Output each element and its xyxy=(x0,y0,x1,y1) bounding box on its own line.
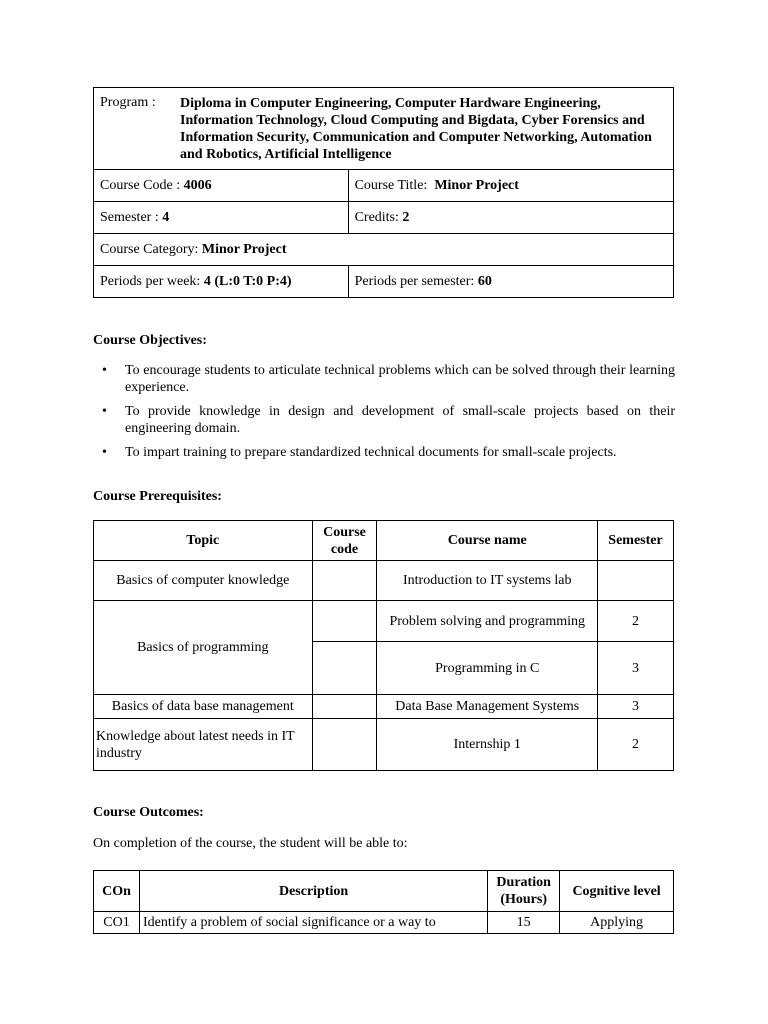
semester-cell: 2 xyxy=(598,719,674,771)
course-title-label: Course Title: xyxy=(354,177,428,193)
objectives-list xyxy=(93,362,675,468)
semester-cell: 2 xyxy=(598,601,674,642)
semester-cell xyxy=(598,561,674,601)
topic-cell: Knowledge about latest needs in IT industry xyxy=(94,719,313,771)
name-cell: Programming in C xyxy=(377,642,598,695)
prerequisites-heading: Course Prerequisites: xyxy=(93,489,222,504)
header-course-code: Course code xyxy=(312,521,377,561)
header-topic: Topic xyxy=(94,521,313,561)
header-duration: Duration (Hours) xyxy=(488,871,560,912)
credits-cell xyxy=(348,202,673,234)
course-code-value: 4006 xyxy=(183,177,212,193)
course-title-value: Minor Project xyxy=(434,177,519,193)
course-title-cell xyxy=(348,170,673,202)
code-cell xyxy=(312,719,377,771)
credits-value: 2 xyxy=(402,209,410,225)
bullet-icon: • xyxy=(102,363,107,378)
co-cell: CO1 xyxy=(94,912,140,934)
program-cell xyxy=(94,88,674,170)
list-item: • To provide knowledge in design and development of small-scale projects based on their engineering domain. xyxy=(102,404,675,436)
periods-week-cell xyxy=(94,266,349,298)
program-label: Program : xyxy=(100,95,156,110)
semester-cell: 3 xyxy=(598,695,674,719)
semester-cell: 3 xyxy=(598,642,674,695)
description-cell: Identify a problem of social significance or a way to xyxy=(139,912,487,934)
category-value: Minor Project xyxy=(201,241,287,257)
prerequisites-table xyxy=(93,520,674,771)
header-con: COn xyxy=(94,871,140,912)
name-cell: Data Base Management Systems xyxy=(377,695,598,719)
course-code-cell xyxy=(94,170,349,202)
periods-semester-label: Periods per semester: xyxy=(354,273,475,289)
duration-cell: 15 xyxy=(488,912,560,934)
table-header-row xyxy=(94,871,674,912)
category-label: Course Category: xyxy=(100,241,199,257)
code-cell xyxy=(312,601,377,642)
code-cell xyxy=(312,561,377,601)
table-row xyxy=(94,912,674,934)
table-row xyxy=(94,695,674,719)
header-semester: Semester xyxy=(598,521,674,561)
objectives-heading: Course Objectives: xyxy=(93,333,207,348)
periods-week-value: 4 (L:0 T:0 P:4) xyxy=(203,273,292,289)
topic-cell: Basics of data base management xyxy=(94,695,313,719)
course-code-label: Course Code : xyxy=(100,177,181,193)
name-cell: Introduction to IT systems lab xyxy=(377,561,598,601)
list-item: • To impart training to prepare standardized technical documents for small-scale projects. xyxy=(102,445,617,460)
semester-cell xyxy=(94,202,349,234)
outcomes-heading: Course Outcomes: xyxy=(93,805,204,820)
header-cognitive-level: Cognitive level xyxy=(560,871,674,912)
outcomes-intro: On completion of the course, the student will be able to: xyxy=(93,836,408,851)
credits-label: Credits: xyxy=(354,209,399,225)
periods-semester-value: 60 xyxy=(477,273,492,289)
bullet-icon: • xyxy=(102,445,107,460)
header-course-name: Course name xyxy=(377,521,598,561)
name-cell: Internship 1 xyxy=(377,719,598,771)
program-value: Diploma in Computer Engineering, Computer Hardware Engineering, Information Technology, Cloud Computing and Bigdata, Cyber Forensics and Information Security, Communication and Computer Networking, Automation and Robotics, Artificial Intelligence xyxy=(180,96,652,162)
code-cell xyxy=(312,695,377,719)
category-cell xyxy=(94,234,674,266)
table-header-row xyxy=(94,521,674,561)
table-row xyxy=(94,561,674,601)
outcomes-table xyxy=(93,870,674,934)
name-cell: Problem solving and programming xyxy=(377,601,598,642)
semester-label: Semester : xyxy=(100,209,159,225)
periods-week-label: Periods per week: xyxy=(100,273,201,289)
program-info-table xyxy=(93,87,674,298)
table-row xyxy=(94,719,674,771)
semester-value: 4 xyxy=(162,209,170,225)
topic-cell: Basics of programming xyxy=(94,601,313,695)
code-cell xyxy=(312,642,377,695)
bullet-icon: • xyxy=(102,404,107,419)
periods-semester-cell xyxy=(348,266,673,298)
header-description: Description xyxy=(139,871,487,912)
level-cell: Applying xyxy=(560,912,674,934)
list-item: • To encourage students to articulate technical problems which can be solved through their learning experience. xyxy=(102,363,675,395)
topic-cell: Basics of computer knowledge xyxy=(94,561,313,601)
table-row xyxy=(94,601,674,642)
